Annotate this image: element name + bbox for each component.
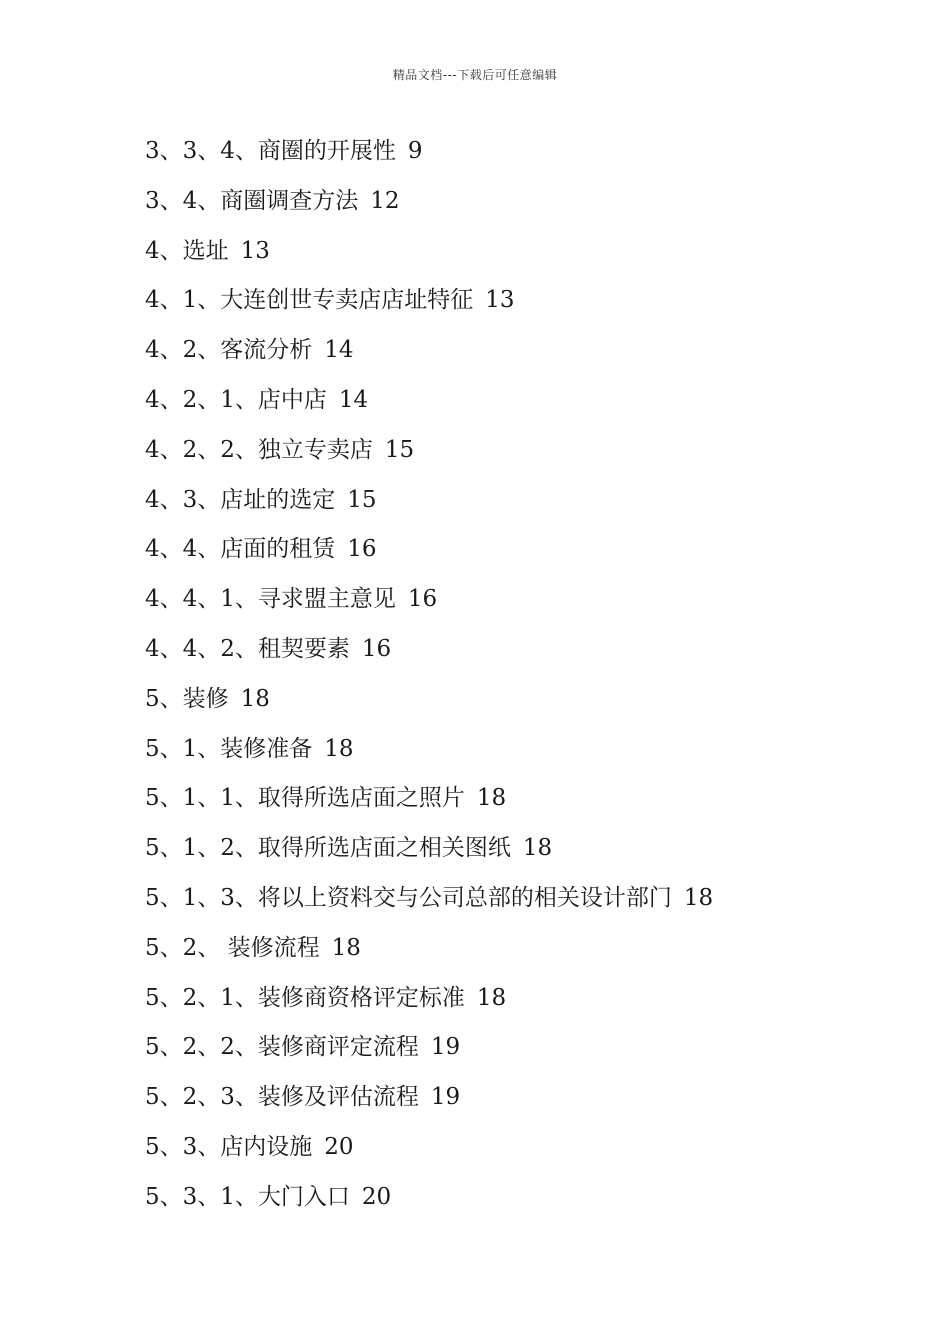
toc-entry-number: 4、	[145, 237, 183, 264]
toc-entry-title: 取得所选店面之相关图纸	[257, 835, 511, 862]
toc-entry-page-number: 13	[485, 287, 515, 314]
toc-entry-title: 装修商资格评定标准	[257, 984, 465, 1011]
toc-entry-title: 取得所选店面之照片	[257, 785, 465, 812]
toc-entry-number: 3、4、	[145, 187, 221, 214]
toc-entry-page-number: 20	[324, 1133, 354, 1160]
toc-entry-page-number: 18	[331, 934, 361, 961]
toc-entry-title: 大连创世专卖店店址特征	[220, 287, 474, 314]
toc-entry-page-number: 19	[430, 1084, 461, 1111]
toc-entry-number: 5、1、3、	[145, 884, 258, 911]
toc-entry-page-number: 18	[324, 735, 354, 762]
toc-entry-page-number: 14	[338, 386, 369, 413]
toc-entry-title: 装修	[182, 685, 229, 712]
toc-entry-number: 5、1、2、	[145, 835, 258, 862]
toc-entry-number: 4、4、2、	[145, 635, 258, 662]
toc-entry-number: 5、1、1、	[145, 785, 258, 812]
toc-entry-page-number: 18	[683, 884, 714, 911]
toc-entry-page-number: 19	[430, 1034, 461, 1061]
toc-entry[interactable]	[145, 1129, 905, 1179]
toc-entry[interactable]	[145, 880, 905, 930]
toc-entry-page-number: 9	[407, 138, 423, 164]
toc-entry-number: 3、3、4、	[145, 138, 258, 164]
toc-entry[interactable]	[145, 830, 905, 880]
table-of-contents	[145, 133, 905, 1229]
toc-entry-number: 4、4、	[145, 536, 221, 563]
toc-entry-page-number: 18	[240, 685, 270, 712]
toc-entry[interactable]	[145, 1179, 905, 1229]
toc-entry[interactable]	[145, 382, 905, 432]
toc-entry-number: 5、2、2、	[145, 1034, 258, 1061]
toc-entry-number: 5、1、	[145, 735, 221, 762]
toc-entry-title: 装修流程	[220, 934, 320, 961]
toc-entry-number: 4、2、	[145, 337, 221, 364]
toc-entry-title: 客流分析	[220, 337, 313, 364]
toc-entry[interactable]	[145, 780, 905, 830]
toc-entry-title: 店内设施	[220, 1133, 313, 1160]
toc-entry-number: 4、1、	[145, 287, 221, 314]
toc-entry-number: 5、3、	[145, 1133, 221, 1160]
toc-entry[interactable]	[145, 681, 905, 731]
toc-entry[interactable]	[145, 282, 905, 332]
toc-entry-title: 店面的租赁	[220, 536, 336, 563]
toc-entry-page-number: 20	[361, 1183, 392, 1210]
toc-entry-title: 选址	[182, 237, 229, 264]
toc-entry[interactable]	[145, 581, 905, 631]
toc-entry-number: 5、3、1、	[145, 1183, 258, 1210]
toc-entry-number: 5、2、1、	[145, 984, 258, 1011]
toc-entry-page-number: 15	[347, 486, 377, 513]
toc-entry-title: 独立专卖店	[257, 436, 373, 463]
toc-entry-page-number: 18	[522, 835, 553, 862]
toc-entry[interactable]	[145, 233, 905, 283]
toc-entry-title: 租契要素	[257, 635, 350, 662]
toc-entry[interactable]	[145, 631, 905, 681]
toc-entry-title: 大门入口	[257, 1183, 350, 1210]
toc-entry-page-number: 15	[384, 436, 415, 463]
toc-entry[interactable]	[145, 731, 905, 781]
toc-entry-page-number: 16	[361, 635, 392, 662]
toc-entry-page-number: 18	[476, 984, 507, 1011]
toc-entry-page-number: 14	[324, 337, 354, 364]
toc-entry-number: 5、	[145, 685, 183, 712]
toc-entry-title: 寻求盟主意见	[257, 586, 396, 613]
toc-entry-number: 4、3、	[145, 486, 221, 513]
toc-entry-number: 4、2、1、	[145, 386, 258, 413]
toc-entry[interactable]	[145, 980, 905, 1030]
toc-entry[interactable]	[145, 1079, 905, 1129]
toc-entry[interactable]	[145, 930, 905, 980]
toc-entry-number: 4、2、2、	[145, 436, 258, 463]
toc-entry-title: 装修商评定流程	[257, 1034, 419, 1061]
toc-entry[interactable]	[145, 183, 905, 233]
toc-entry-page-number: 18	[476, 785, 507, 812]
toc-entry-title: 商圈调查方法	[220, 187, 359, 214]
toc-entry-title: 装修及评估流程	[257, 1084, 419, 1111]
toc-entry-page-number: 16	[347, 536, 377, 563]
page-header: 精品文档---下载后可任意编辑	[392, 68, 558, 82]
toc-entry-page-number: 13	[240, 237, 270, 264]
toc-entry[interactable]	[145, 531, 905, 581]
toc-entry-page-number: 12	[370, 187, 400, 214]
toc-entry-page-number: 16	[407, 586, 438, 613]
toc-entry-title: 店中店	[257, 386, 327, 413]
toc-entry-title: 商圈的开展性	[257, 138, 396, 164]
toc-entry[interactable]	[145, 482, 905, 532]
toc-entry-number: 5、2、3、	[145, 1084, 258, 1111]
toc-entry[interactable]	[145, 133, 905, 183]
toc-entry[interactable]	[145, 1029, 905, 1079]
toc-entry-title: 装修准备	[220, 735, 313, 762]
toc-entry[interactable]	[145, 332, 905, 382]
toc-entry-number: 5、2、	[145, 934, 221, 961]
toc-entry-title: 将以上资料交与公司总部的相关设计部门	[257, 884, 672, 911]
toc-entry-number: 4、4、1、	[145, 586, 258, 613]
toc-entry-title: 店址的选定	[220, 486, 336, 513]
toc-entry[interactable]	[145, 432, 905, 482]
